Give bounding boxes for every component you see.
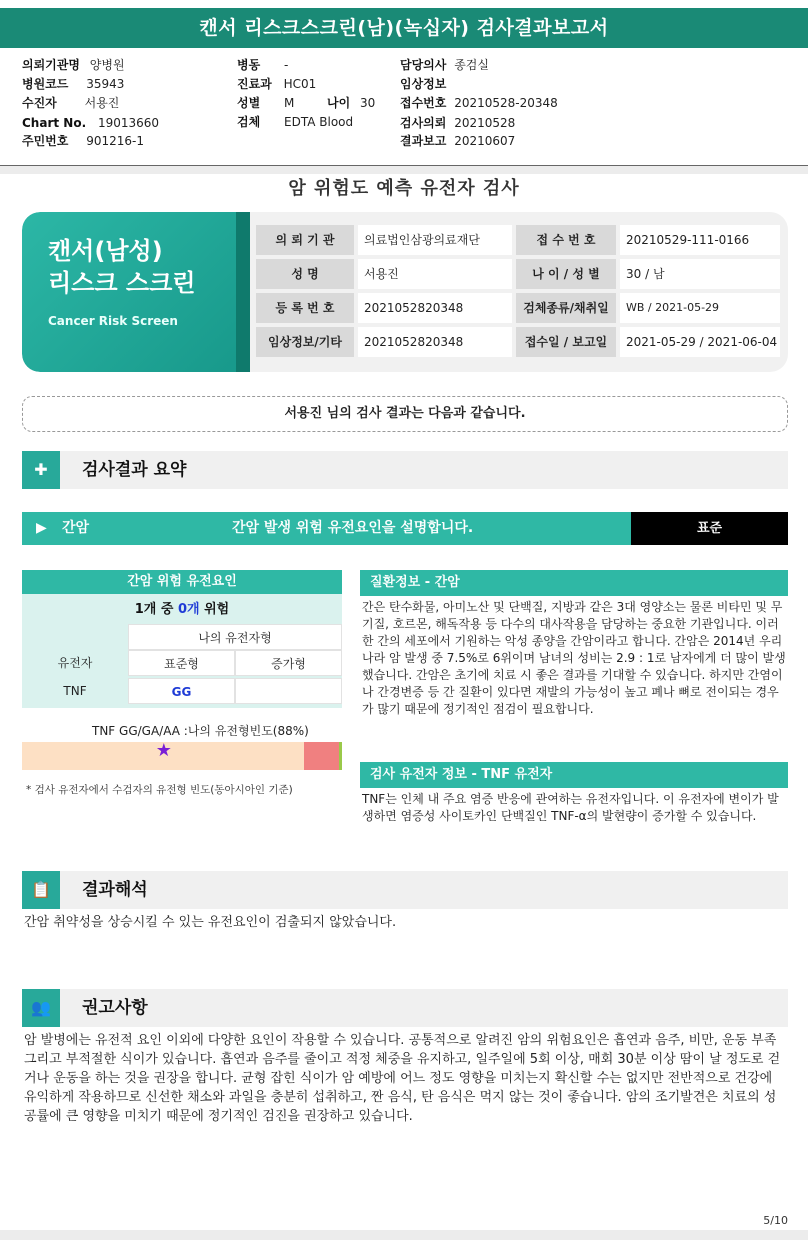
meta-request	[400, 116, 515, 130]
meta-label: 검체	[237, 115, 261, 129]
report-meta	[0, 50, 808, 166]
gene-info-header: 검사 유전자 정보 - TNF 유전자	[360, 762, 788, 788]
meta-label: 병동	[237, 58, 261, 72]
cancer-name: 간암	[62, 520, 90, 536]
frequency-segment-aa	[339, 742, 342, 770]
info-value: 30 / 남	[620, 259, 780, 289]
brand-subtitle: Cancer Risk Screen	[48, 314, 178, 328]
risk-count	[22, 598, 342, 617]
meta-value: M	[284, 96, 295, 110]
gene-info-text: TNF는 인체 내 주요 염증 반응에 관여하는 유전자입니다. 이 유전자에 변이가 발생하면 염증성 사이토카인 단백질인 TNF-α의 발현량이 증가할 수 있습니다.	[362, 792, 779, 823]
brand-title-line2: 리스크 스크린	[48, 269, 196, 297]
page-number: 5/10	[763, 1214, 788, 1227]
meta-label: 접수번호	[400, 96, 447, 110]
meta-label: 결과보고	[400, 134, 447, 148]
interpretation-title: 결과해석	[82, 880, 148, 900]
recommendation-text: 암 발병에는 유전적 요인 이외에 다양한 요인이 작용할 수 있습니다. 공통적으로 알려진 암의 위험요인은 흡연과 음주, 비만, 운동 부족 그리고 부적절한 식이가 있습니다. 흡연과 음주를 줄이고 적정 체중을 유지하고, 일주일에 5회 이상, 매회 30분 이상 땀이 날 정도로 걷거나 운동을 하는 것을 권장을 합니다. 균형 잡힌 식이가 암 예방에 어느 정도 영향을 미치는지 확신할 수는 없지만 전반적으로 건강에 유익하게 작용하므로 신선한 채소와 과일을 충분히 섭취하고, 짠 음식, 탄 음식은 먹지 않는 것이 좋습니다. 암의 조기발견은 치료의 성공률에 큰 영향을 미치기 때문에 정기적인 검진을 권장하고 있습니다.	[24, 1033, 781, 1124]
info-row	[256, 225, 780, 255]
meta-dept	[237, 77, 316, 91]
interpretation-header	[22, 871, 788, 909]
info-label: 성 명	[256, 259, 354, 289]
info-value: WB / 2021-05-29	[620, 293, 780, 323]
meta-ward	[237, 58, 288, 72]
risk-count-post: 위험	[204, 602, 230, 617]
meta-label: 담당의사	[400, 58, 447, 72]
meta-patient	[22, 96, 119, 110]
meta-label: 나이	[327, 96, 351, 110]
medical-kit-icon: ✚	[22, 451, 60, 489]
increase-column-header: 증가형	[235, 650, 342, 676]
meta-label: Chart No.	[22, 116, 87, 130]
recommendation-title: 권고사항	[82, 998, 148, 1018]
info-value: 의료법인삼광의료재단	[358, 225, 512, 255]
divider-band	[0, 166, 808, 174]
frequency-label: TNF GG/GA/AA :나의 유전형빈도(88%)	[92, 724, 309, 738]
summary-title: 검사결과 요약	[82, 460, 187, 480]
info-row	[256, 293, 780, 323]
bottom-band	[0, 1230, 808, 1240]
meta-value: 35943	[86, 77, 125, 91]
info-value: 2021-05-29 / 2021-06-04	[620, 327, 780, 357]
info-value: 2021052820348	[358, 327, 512, 357]
risk-table-header: 간암 위험 유전요인	[22, 570, 342, 594]
risk-count-number: 0개	[177, 602, 200, 617]
meta-value: -	[284, 58, 289, 72]
doctor-consult-icon: 👥	[22, 989, 60, 1027]
meta-label: 검사의뢰	[400, 116, 447, 130]
test-info-card	[22, 212, 788, 372]
meta-label: 수진자	[22, 96, 57, 110]
meta-value: 양병원	[89, 58, 125, 72]
meta-label: 병원코드	[22, 77, 69, 91]
clipboard-icon: 📋	[22, 871, 60, 909]
meta-age	[327, 96, 375, 110]
risk-count-pre: 1개 중	[134, 602, 174, 617]
meta-hospital-code	[22, 77, 124, 91]
recommendation-header	[22, 989, 788, 1027]
info-value: 2021052820348	[358, 293, 512, 323]
risk-status-badge: 표준	[631, 512, 788, 545]
info-label: 나 이 / 성 별	[516, 259, 616, 289]
summary-header	[22, 451, 788, 489]
meta-value: 서용진	[84, 96, 120, 110]
meta-value: 19013660	[97, 116, 160, 130]
meta-id	[22, 134, 144, 148]
meta-report	[400, 134, 515, 148]
cancer-description: 간암 발생 위험 유전요인을 설명합니다.	[232, 520, 474, 536]
meta-value: HC01	[283, 77, 317, 91]
meta-value: 20210607	[454, 134, 516, 148]
meta-value: 901216-1	[86, 134, 144, 148]
meta-value: 20210528-20348	[454, 96, 558, 110]
info-row	[256, 327, 780, 357]
meta-value: EDTA Blood	[284, 115, 354, 129]
test-brand-panel	[22, 212, 250, 372]
standard-genotype-cell: GG	[128, 678, 235, 704]
star-icon: ★	[155, 740, 172, 761]
meta-value: 종검실	[454, 58, 489, 72]
meta-label: 의뢰기관명	[22, 58, 80, 72]
info-label: 접수일 / 보고일	[516, 327, 616, 357]
frequency-footnote: * 검사 유전자에서 수검자의 유전형 빈도(동아시아인 기준)	[26, 784, 293, 796]
frequency-segment-ga	[304, 742, 339, 770]
info-label: 의 뢰 기 관	[256, 225, 354, 255]
risk-factor-table	[22, 570, 342, 708]
increase-genotype-cell	[235, 678, 342, 704]
meta-sex	[237, 96, 294, 110]
meta-clinical	[400, 77, 446, 91]
info-row	[256, 259, 780, 289]
standard-column-header: 표준형	[128, 650, 235, 676]
disease-info-header: 질환정보 - 간암	[360, 570, 788, 596]
info-label: 검체종류/채취일	[516, 293, 616, 323]
play-triangle-icon: ▶	[36, 520, 47, 536]
report-title: 캔서 리스크스크린(남)(녹십자) 검사결과보고서	[0, 8, 808, 48]
meta-value: 20210528	[454, 116, 516, 130]
disease-info-text: 간은 탄수화물, 아미노산 및 단백질, 지방과 같은 3대 영양소는 물론 비타민 및 무기질, 호르몬, 해독작용 등 다수의 대사작용을 담당하는 중요한 기관입니다. 이러한 간의 세포에서 기원하는 악성 종양을 간암이라고 합니다. 간암은 2014년 우리나라 암 발생 중 7.5%로 6위이며 남녀의 성비는 2.9 : 1로 남자에게 더 많이 발생했습니다. 간암은 초기에 치료 시 좋은 결과를 기대할 수 있습니다. 하지만 간염이나 간경변증 등 간 질환이 있다면 재발의 가능성이 높고 폐나 뼈로 전이되는 경우가 많기 때문에 정기적인 점검이 필요합니다.	[362, 600, 786, 716]
meta-label: 임상정보	[400, 77, 447, 91]
meta-hospital	[22, 58, 125, 72]
genotype-frequency-bar	[22, 742, 342, 770]
section-title: 암 위험도 예측 유전자 검사	[288, 178, 520, 199]
meta-label: 주민번호	[22, 134, 69, 148]
meta-value: 30	[360, 96, 376, 110]
gene-name-cell: TNF	[63, 684, 87, 698]
my-genotype-header: 나의 유전자형	[128, 624, 342, 650]
interpretation-text: 간암 취약성을 상승시킬 수 있는 유전요인이 검출되지 않았습니다.	[24, 915, 397, 930]
info-label: 접 수 번 호	[516, 225, 616, 255]
gene-column-header: 유전자	[57, 656, 93, 670]
meta-receipt	[400, 96, 558, 110]
meta-doctor	[400, 58, 489, 72]
meta-label: 성별	[237, 96, 261, 110]
info-label: 등 록 번 호	[256, 293, 354, 323]
info-value: 20210529-111-0166	[620, 225, 780, 255]
info-label: 임상정보/기타	[256, 327, 354, 357]
gene-result-bar	[22, 512, 788, 545]
brand-title-line1: 캔서(남성)	[48, 237, 163, 265]
result-notice: 서용진 님의 검사 결과는 다음과 같습니다.	[22, 396, 788, 432]
info-value: 서용진	[358, 259, 512, 289]
meta-specimen	[237, 115, 353, 129]
meta-chart	[22, 116, 159, 130]
meta-label: 진료과	[237, 77, 272, 91]
